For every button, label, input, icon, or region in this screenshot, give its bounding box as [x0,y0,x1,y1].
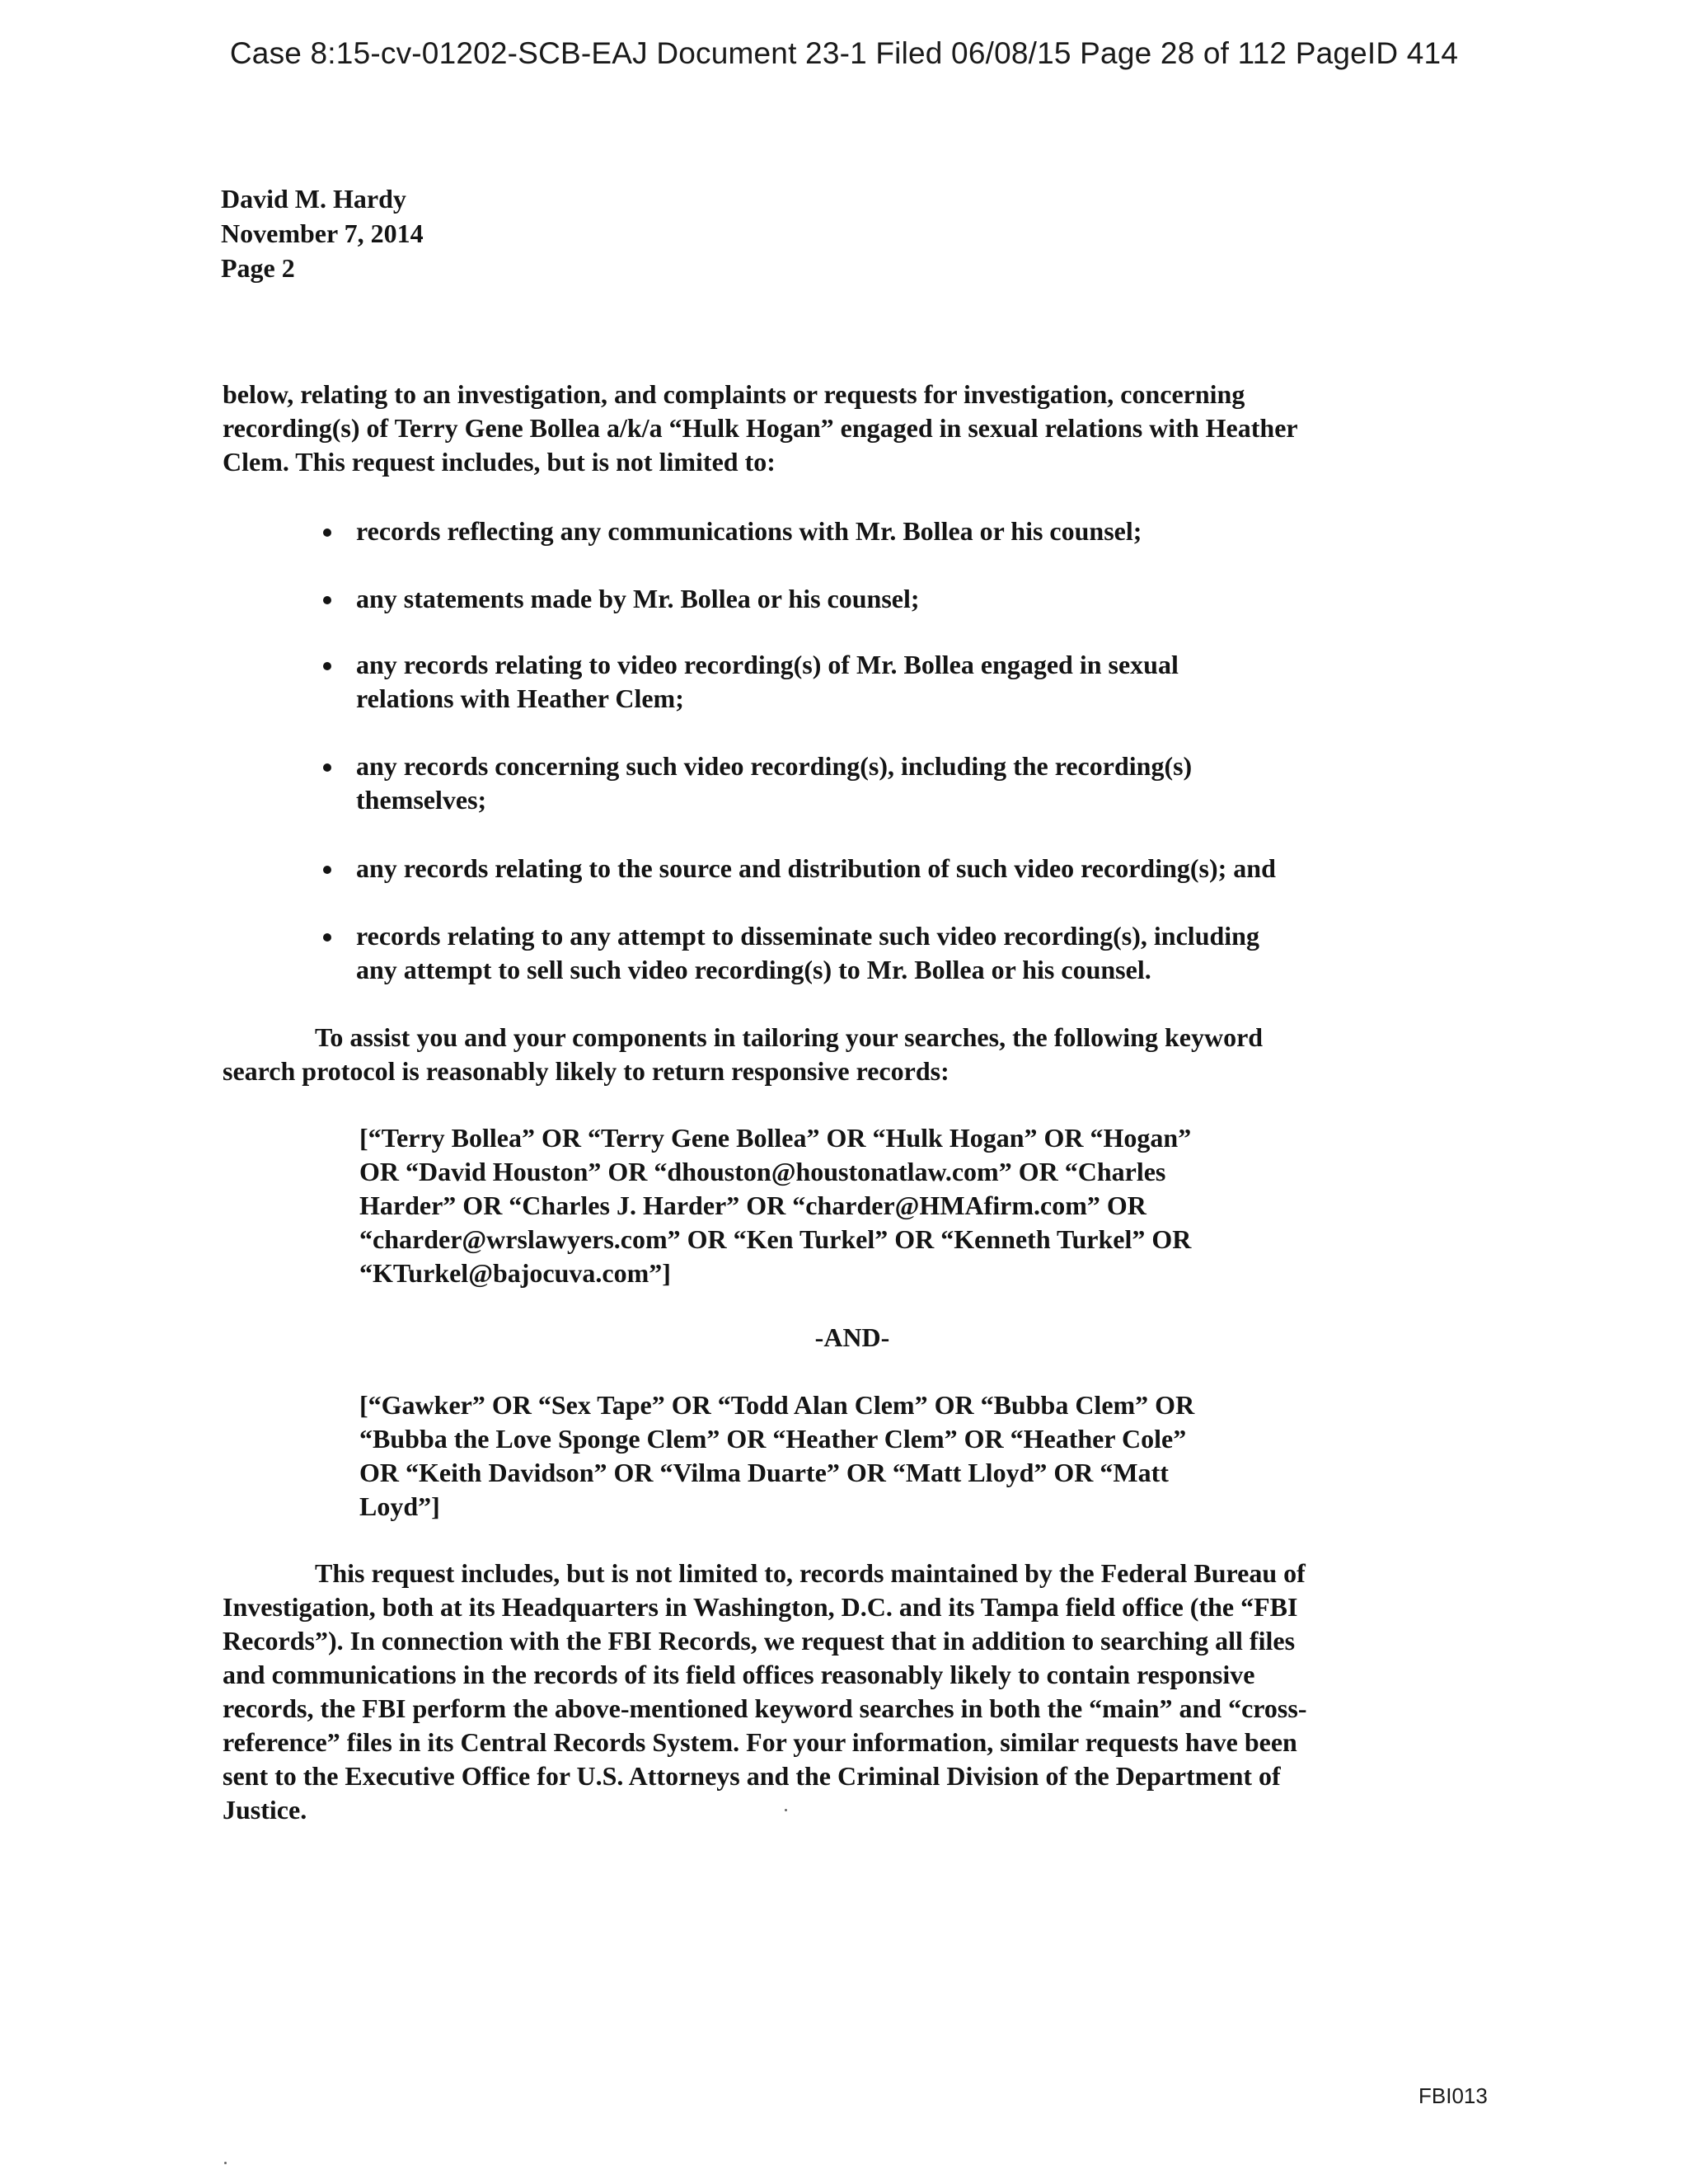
request-item [356,648,1395,716]
keyword-line: “charder@wrslawyers.com” OR “Ken Turkel” OR “Kenneth Turkel” OR [359,1224,1192,1254]
scan-speck [785,1809,787,1811]
keyword-line: OR “David Houston” OR “dhouston@houstonatlaw.com” OR “Charles [359,1157,1166,1186]
keyword-block-1 [359,1121,1381,1290]
paragraph-line: records, the FBI perform the above-mentioned keyword searches in both the “main” and “cross- [223,1693,1307,1723]
keyword-line: Harder” OR “Charles J. Harder” OR “charder@HMAfirm.com” OR [359,1191,1146,1220]
keyword-line: OR “Keith Davidson” OR “Vilma Duarte” OR “Matt Lloyd” OR “Matt [359,1458,1169,1487]
request-line: any records concerning such video recording(s), including the recording(s) [356,751,1193,781]
paragraph-line: Investigation, both at its Headquarters in Washington, D.C. and its Tampa field office (the “FBI [223,1592,1298,1622]
bullet-icon [323,933,331,942]
paragraph-line: This request includes, but is not limited to, records maintained by the Federal Bureau of [315,1558,1306,1588]
keyword-line: “Bubba the Love Sponge Clem” OR “Heather Clem” OR “Heather Cole” [359,1424,1187,1454]
bullet-icon [323,596,331,604]
request-item [356,852,1395,885]
paragraph-line: To assist you and your components in tailoring your searches, the following keyword [315,1022,1264,1052]
paragraph-line: and communications in the records of its field offices reasonably likely to contain responsive [223,1660,1255,1689]
paragraph-line: recording(s) of Terry Gene Bollea a/k/a “Hulk Hogan” engaged in sexual relations with Heather [223,413,1298,443]
closing-paragraph [223,1557,1393,1827]
request-line: any records relating to video recording(s) of Mr. Bollea engaged in sexual [356,650,1179,679]
request-line: themselves; [356,785,487,815]
paragraph-line: search protocol is reasonably likely to return responsive records: [223,1056,950,1086]
request-item [356,582,1395,616]
assist-paragraph [223,1021,1393,1088]
keyword-line: [“Terry Bollea” OR “Terry Gene Bollea” OR “Hulk Hogan” OR “Hogan” [359,1123,1192,1153]
request-item [356,919,1395,987]
request-line: any statements made by Mr. Bollea or his counsel; [356,584,920,613]
bullet-icon [323,763,331,772]
bullet-icon [323,662,331,670]
paragraph-line: Records”). In connection with the FBI Records, we request that in addition to searching all files [223,1626,1296,1656]
keyword-line: [“Gawker” OR “Sex Tape” OR “Todd Alan Clem” OR “Bubba Clem” OR [359,1390,1195,1420]
case-header: Case 8:15-cv-01202-SCB-EAJ Document 23-1 Filed 06/08/15 Page 28 of 112 PageID 414 [229,36,1459,70]
letter-date: November 7, 2014 [221,218,424,248]
bullet-icon [323,866,331,874]
paragraph-line: Justice. [223,1795,307,1825]
paragraph-line: Clem. This request includes, but is not limited to: [223,447,776,477]
intro-paragraph [223,378,1393,479]
paragraph-line: sent to the Executive Office for U.S. Attorneys and the Criminal Division of the Department of [223,1761,1281,1791]
request-line: records relating to any attempt to disseminate such video recording(s), including [356,921,1259,951]
keyword-block-2 [359,1388,1381,1524]
and-separator: -AND- [814,1322,890,1352]
paragraph-line: reference” files in its Central Records System. For your information, similar requests have been [223,1727,1297,1757]
paragraph-line: below, relating to an investigation, and complaints or requests for investigation, concerning [223,379,1245,409]
keyword-line: “KTurkel@bajocuva.com”] [359,1258,671,1288]
request-item [356,749,1395,817]
request-list [0,0,1688,989]
page-label: Page 2 [221,253,295,283]
scan-speck [224,2162,227,2164]
request-line: relations with Heather Clem; [356,683,684,713]
request-line: any records relating to the source and distribution of such video recording(s); and [356,853,1276,883]
address-block [221,181,424,285]
request-line: any attempt to sell such video recording(s) to Mr. Bollea or his counsel. [356,955,1151,984]
bates-number: FBI013 [1418,2083,1488,2108]
keyword-line: Loyd”] [359,1491,440,1521]
request-line: records reflecting any communications with Mr. Bollea or his counsel; [356,516,1142,546]
request-item [356,514,1395,548]
addressee-name: David M. Hardy [221,184,406,214]
bullet-icon [323,528,331,537]
